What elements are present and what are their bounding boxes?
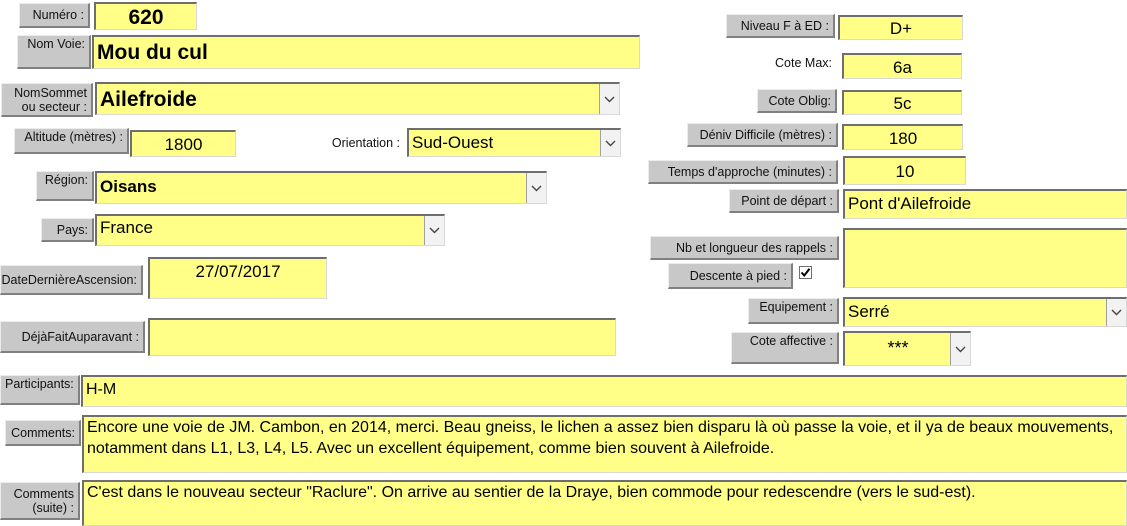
cote-affective-label: Cote affective : xyxy=(731,332,839,364)
orientation-label: Orientation : xyxy=(331,136,400,150)
altitude-label: Altitude (mètres) : xyxy=(14,128,129,154)
equipement-field[interactable]: Serré xyxy=(843,297,1127,327)
cote-affective-field[interactable]: *** xyxy=(843,331,971,366)
numero-label: Numéro : xyxy=(19,3,90,28)
cote-max-field[interactable]: 6a xyxy=(842,53,962,79)
pays-field[interactable]: France xyxy=(95,214,445,246)
point-depart-field[interactable]: Pont d'Ailefroide xyxy=(843,189,1127,219)
deniv-field[interactable]: 180 xyxy=(842,124,963,150)
cote-oblig-label: Cote Oblig: xyxy=(757,89,837,113)
chevron-down-icon[interactable] xyxy=(599,84,619,114)
nom-sommet-label: NomSommet ou secteur : xyxy=(1,83,93,117)
deja-fait-label: DéjàFaitAuparavant : xyxy=(0,321,145,353)
chevron-down-icon[interactable] xyxy=(424,216,444,245)
point-depart-label: Point de départ : xyxy=(729,189,839,213)
region-label: Région: xyxy=(36,171,94,201)
altitude-field[interactable]: 1800 xyxy=(130,130,236,157)
niveau-label: Niveau F à ED : xyxy=(726,14,835,38)
deniv-label: Déniv Difficile (mètres) : xyxy=(687,123,838,147)
date-derniere-field[interactable]: 27/07/2017 xyxy=(148,257,327,299)
chevron-down-icon[interactable] xyxy=(950,333,970,365)
cote-oblig-field[interactable]: 5c xyxy=(842,90,962,115)
descente-label: Descente à pied : xyxy=(668,263,793,289)
participants-field[interactable]: H-M xyxy=(81,375,1127,407)
temps-approche-field[interactable]: 10 xyxy=(843,156,966,185)
chevron-down-icon[interactable] xyxy=(526,173,546,203)
nom-sommet-field[interactable]: Ailefroide xyxy=(95,82,620,115)
chevron-down-icon[interactable] xyxy=(600,130,620,156)
checkmark-icon xyxy=(800,267,811,278)
comments-suite-field[interactable]: C'est dans le nouveau secteur "Raclure". On arrive au sentier de la Draye, bien commode pour redescendre (vers le sud-est). xyxy=(82,480,1127,526)
deja-fait-field[interactable] xyxy=(148,318,616,356)
numero-field[interactable]: 620 xyxy=(94,2,197,30)
participants-label: Participants: xyxy=(0,375,80,405)
orientation-field[interactable]: Sud-Ouest xyxy=(407,128,621,157)
chevron-down-icon[interactable] xyxy=(1106,299,1126,326)
comments-label: Comments: xyxy=(5,420,81,446)
region-field[interactable]: Oisans xyxy=(95,171,547,204)
rappels-field[interactable] xyxy=(843,228,1127,288)
nom-voie-field[interactable]: Mou du cul xyxy=(92,35,640,69)
nom-voie-label: Nom Voie: xyxy=(17,35,91,69)
rappels-label: Nb et longueur des rappels : xyxy=(650,236,839,260)
pays-label: Pays: xyxy=(41,218,94,242)
date-derniere-label: DateDernièreAscension: xyxy=(0,265,143,295)
niveau-field[interactable]: D+ xyxy=(838,15,963,40)
comments-field[interactable]: Encore une voie de JM. Cambon, en 2014, merci. Beau gneiss, le lichen a assez bien disparu là où passe la voie, et il ya de beaux mouvements, notamment dans L1, L3, L4, L5. Avec un excellent équipement, comme bien souvent à Ailefroide. xyxy=(82,415,1127,473)
descente-checkbox[interactable] xyxy=(799,266,812,279)
equipement-label: Equipement : xyxy=(748,298,839,324)
temps-approche-label: Temps d'approche (minutes) : xyxy=(648,160,838,184)
cote-max-label: Cote Max: xyxy=(775,56,832,70)
comments-suite-label: Comments (suite) : xyxy=(0,482,80,520)
